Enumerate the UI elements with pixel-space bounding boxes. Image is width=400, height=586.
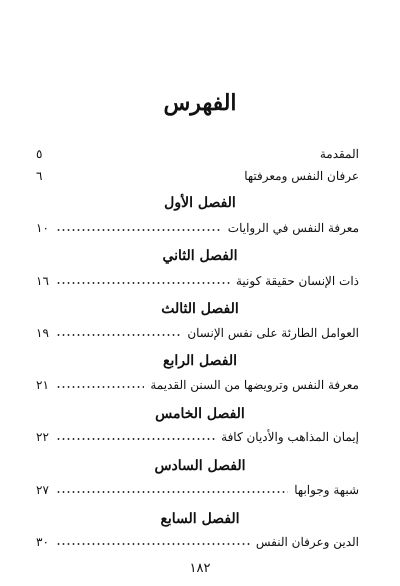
toc-entry-label: المقدمة xyxy=(319,147,359,161)
chapter-heading: الفصل الأول xyxy=(164,195,236,211)
toc-entry-page: ١٦ xyxy=(36,274,49,288)
toc-entry xyxy=(36,143,359,165)
toc-entry xyxy=(36,322,359,344)
chapter-heading: الفصل الخامس xyxy=(155,406,245,422)
toc-entry-label: الدين وعرفان النفس xyxy=(255,535,359,549)
leader-dots xyxy=(56,491,288,493)
leader-dots xyxy=(56,282,230,284)
toc-entry-label: شبهة وجوابها xyxy=(294,483,359,497)
chapter-heading: الفصل السادس xyxy=(154,458,246,474)
chapter-heading: الفصل السابع xyxy=(160,511,240,527)
toc-entry-label: العوامل الطارئة على نفس الإنسان xyxy=(187,326,359,340)
leader-dots xyxy=(56,155,314,157)
leader-dots xyxy=(56,386,144,388)
toc-entry-label: معرفة النفس في الروايات xyxy=(227,221,359,235)
chapter-heading: الفصل الرابع xyxy=(163,353,237,369)
chapter-heading: الفصل الثاني xyxy=(162,248,238,264)
toc-entry-page: ١٠ xyxy=(36,221,49,235)
toc-entry-page: ٢١ xyxy=(36,378,49,392)
toc-entry-label: ذات الإنسان حقيقة كونية xyxy=(235,274,359,288)
leader-dots xyxy=(56,334,181,336)
leader-dots xyxy=(56,438,215,440)
toc-entry xyxy=(36,531,359,553)
toc-entry-page: ٢٧ xyxy=(36,483,49,497)
chapter-heading: الفصل الثالث xyxy=(161,301,239,317)
toc-entry-page: ١٩ xyxy=(36,326,49,340)
leader-dots xyxy=(56,229,222,231)
toc-entry-page: ٣٠ xyxy=(36,535,49,549)
toc-entry-page: ٦ xyxy=(36,169,43,183)
toc-entry-label: إيمان المذاهب والأديان كافة xyxy=(221,430,359,444)
toc-entry xyxy=(36,479,359,501)
page-title: الفهرس xyxy=(163,90,237,116)
toc-entry-label: عرفان النفس ومعرفتها xyxy=(244,169,359,183)
toc-entry xyxy=(36,217,359,239)
toc-entry xyxy=(36,426,359,448)
toc-entry xyxy=(36,270,359,292)
leader-dots xyxy=(56,177,238,179)
toc-entry-page: ٢٢ xyxy=(36,430,49,444)
toc-entry xyxy=(36,165,359,187)
toc-entry xyxy=(36,374,359,396)
leader-dots xyxy=(56,543,250,545)
page-number: ١٨٢ xyxy=(189,561,211,576)
toc-entry-page: ٥ xyxy=(36,147,43,161)
toc-entry-label: معرفة النفس وترويضها من السنن القديمة xyxy=(150,378,359,392)
